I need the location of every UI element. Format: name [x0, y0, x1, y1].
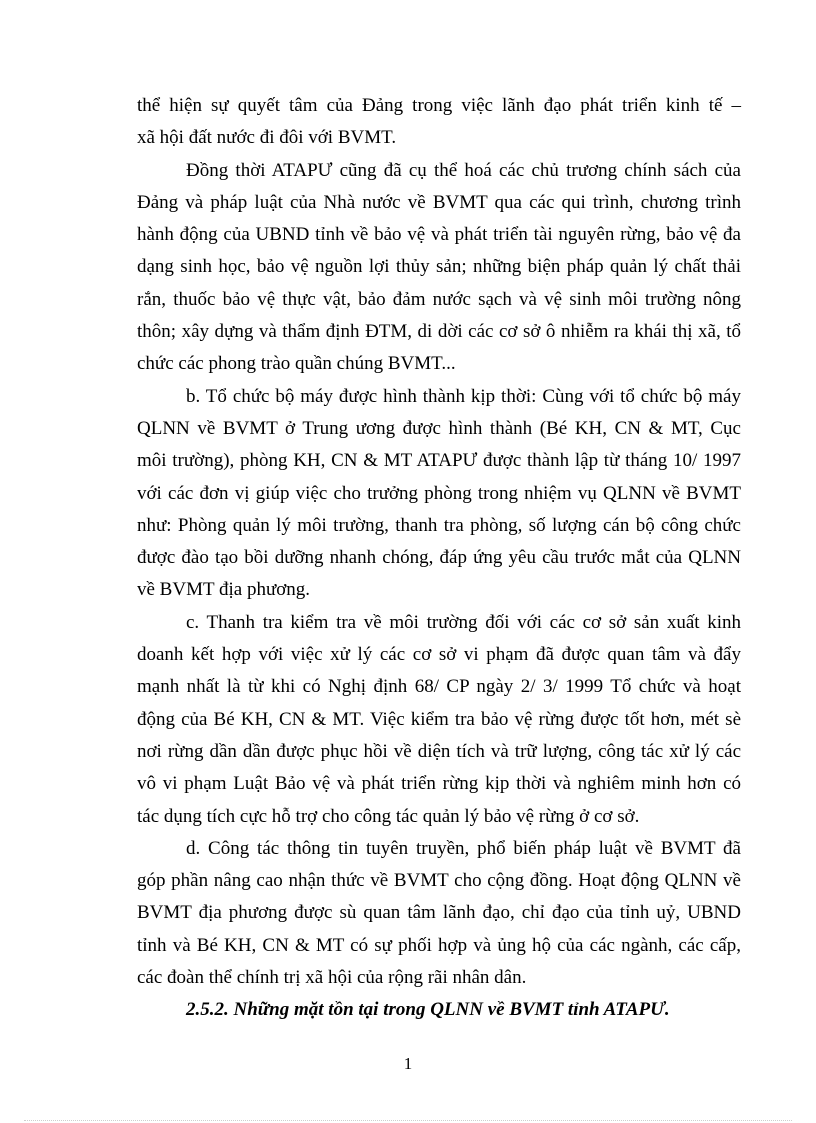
text-line: về BVMT địa phương. — [137, 579, 311, 601]
text-line: c. Thanh tra kiểm tra về môi trường đối với các cơ sở sản xuất kinh — [186, 611, 741, 633]
page-number: 1 — [403, 1054, 413, 1073]
text-line: góp phần nâng cao nhận thức về BVMT cho cộng đồng. Hoạt động QLNN về — [137, 870, 741, 892]
text-line: doanh kết hợp với việc xử lý các cơ sở vi phạm đã được quan tâm và đẩy — [137, 644, 741, 666]
text-line: môi trường), phòng KH, CN & MT ATAPƯ được thành lập từ tháng 10/ 1997 — [137, 450, 741, 472]
text-line: BVMT địa phương được sù quan tâm lãnh đạo, chỉ đạo của tỉnh uỷ, UBND — [137, 902, 741, 924]
text-line: vô vi phạm Luật Bảo vệ và phát triển rừng kịp thời và nghiêm minh hơn có — [137, 773, 741, 795]
page-bottom-divider — [24, 1120, 792, 1121]
text-line: Đảng và pháp luật của Nhà nước về BVMT qua các qui trình, chương trình — [137, 191, 741, 213]
text-line: nơi rừng dần dần được phục hồi về diện tích và trữ lượng, công tác xử lý các — [137, 740, 741, 762]
text-line: động của Bé KH, CN & MT. Việc kiểm tra bảo vệ rừng được tốt hơn, mét sè — [137, 708, 741, 730]
text-line: QLNN về BVMT ở Trung ương được hình thành (Bé KH, CN & MT, Cục — [137, 417, 741, 439]
text-line: các đoàn thể chính trị xã hội của rộng rãi nhân dân. — [137, 967, 527, 989]
text-line: mạnh nhất là từ khi có Nghị định 68/ CP ngày 2/ 3/ 1999 Tổ chức và hoạt — [137, 676, 741, 698]
text-line: Đồng thời ATAPƯ cũng đã cụ thể hoá các chủ trương chính sách của — [186, 159, 741, 181]
text-line: thôn; xây dựng và thẩm định ĐTM, di dời các cơ sở ô nhiễm ra khái thị xã, tổ — [137, 321, 741, 343]
body-text — [137, 92, 741, 1029]
text-line: dạng sinh học, bảo vệ nguồn lợi thủy sản; những biện pháp quản lý chất thải — [137, 256, 741, 278]
text-line: thể hiện sự quyết tâm của Đảng trong việc lãnh đạo phát triển kinh tế – — [137, 95, 741, 116]
text-line: b. Tổ chức bộ máy được hình thành kịp thời: Cùng với tổ chức bộ máy — [186, 385, 741, 407]
text-line: với các đơn vị giúp việc cho trưởng phòng trong nhiệm vụ QLNN về BVMT — [137, 482, 741, 504]
text-line: tác dụng tích cực hỗ trợ cho công tác quản lý bảo vệ rừng ở cơ sở. — [137, 805, 640, 827]
text-line: hành động của UBND tỉnh về bảo vệ và phát triển tài nguyên rừng, bảo vệ đa — [137, 224, 741, 246]
text-line: xã hội đất nước đi đôi với BVMT. — [137, 127, 397, 149]
text-line: chức các phong trào quần chúng BVMT... — [137, 353, 456, 375]
text-line: rắn, thuốc bảo vệ thực vật, bảo đảm nước sạch và vệ sinh môi trường nông — [137, 288, 741, 310]
section-heading: 2.5.2. Những mặt tồn tại trong QLNN về BVMT tỉnh ATAPƯ. — [186, 999, 670, 1021]
text-line: như: Phòng quản lý môi trường, thanh tra phòng, số lượng cán bộ công chức — [137, 514, 741, 536]
text-line: tỉnh và Bé KH, CN & MT có sự phối hợp và ủng hộ của các ngành, các cấp, — [137, 934, 741, 956]
text-line: d. Công tác thông tin tuyên truyền, phổ biến pháp luật về BVMT đã — [186, 837, 741, 859]
text-line: được đào tạo bồi dưỡng nhanh chóng, đáp ứng yêu cầu trước mắt của QLNN — [137, 547, 741, 569]
